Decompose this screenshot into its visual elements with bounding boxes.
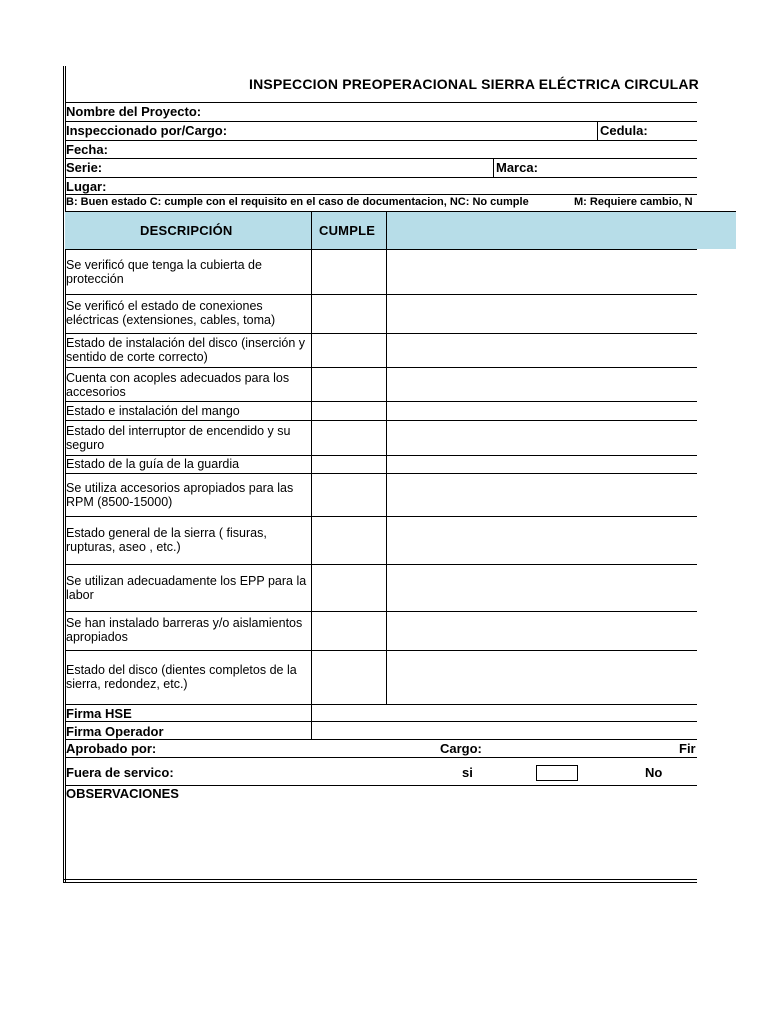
signature-operator-label: Firma Operador [66,724,164,739]
brand-label: Marca: [496,160,538,175]
table-row-6: Estado del interruptor de encendido y su seguro [66,424,291,452]
table-row-2: Se verificó el estado de conexiones eléctricas (extensiones, cables, toma) [66,299,276,327]
rule [65,420,697,421]
serial-label: Serie: [66,160,103,175]
cedula-label: Cedula: [600,123,648,138]
out-of-service-no-label: No [645,765,663,780]
rule [65,140,697,141]
rule [65,516,697,517]
table-row-8: Se utiliza accesorios apropiados para las RPM (8500-15000) [66,481,294,509]
col-description-header: DESCRIPCIÓN [140,223,233,238]
rule [65,121,697,122]
col-divider-1 [311,211,312,740]
brand-divider [493,158,494,177]
rule [65,473,697,474]
out-of-service-si-label: si [462,765,473,780]
rule [65,294,697,295]
table-row-11: Se han instalado barreras y/o aislamientos apropiados [66,616,303,644]
rule [65,211,736,212]
rule [65,757,697,758]
table-row-4: Cuenta con acoples adecuados para los accesorios [66,371,290,399]
out-of-service-si-box[interactable] [536,765,578,781]
observations-label: OBSERVACIONES [66,786,179,801]
table-row-5: Estado e instalación del mango [66,404,240,418]
rule [65,650,697,651]
rule [65,455,697,456]
cedula-divider [597,121,598,140]
signature-hse-label: Firma HSE [66,706,132,721]
table-row-7: Estado de la guía de la guardia [66,457,240,471]
form-title: INSPECCION PREOPERACIONAL SIERRA ELÉCTRICA CIRCULAR [249,76,699,92]
rule [65,158,697,159]
col-divider-2 [386,211,387,704]
rule [65,333,697,334]
table-row-1: Se verificó que tenga la cubierta de protección [66,258,262,286]
legend-right: M: Requiere cambio, N [574,196,693,208]
legend-left: B: Buen estado C: cumple con el requisito en el caso de documentacion, NC: No cumple [66,196,529,208]
rule [65,102,697,103]
table-row-9: Estado general de la sierra ( fisuras, rupturas, aseo , etc.) [66,526,267,554]
col-cumple-header: CUMPLE [319,223,376,238]
place-label: Lugar: [66,179,107,194]
rule [65,249,697,250]
rule [65,611,697,612]
approved-by-label: Aprobado por: [66,741,157,756]
firma-label: Fir [679,741,696,756]
table-row-12: Estado del disco (dientes completos de la sierra, redondez, etc.) [66,663,297,691]
table-row-3: Estado de instalación del disco (inserción y sentido de corte correcto) [66,336,306,364]
rule [65,401,697,402]
rule [65,739,697,740]
project-label: Nombre del Proyecto: [66,104,202,119]
table-row-10: Se utilizan adecuadamente los EPP para la labor [66,574,307,602]
rule [65,194,697,195]
rule [65,367,697,368]
rule [65,564,697,565]
out-of-service-label: Fuera de servico: [66,765,174,780]
rule [65,721,697,722]
bottom-border-inner [63,879,697,880]
cargo-label: Cargo: [440,741,482,756]
rule [65,177,697,178]
date-label: Fecha: [66,142,108,157]
rule [65,704,697,705]
inspected-by-label: Inspeccionado por/Cargo: [66,123,228,138]
left-border-outer [63,66,64,883]
bottom-border-outer [63,882,697,883]
